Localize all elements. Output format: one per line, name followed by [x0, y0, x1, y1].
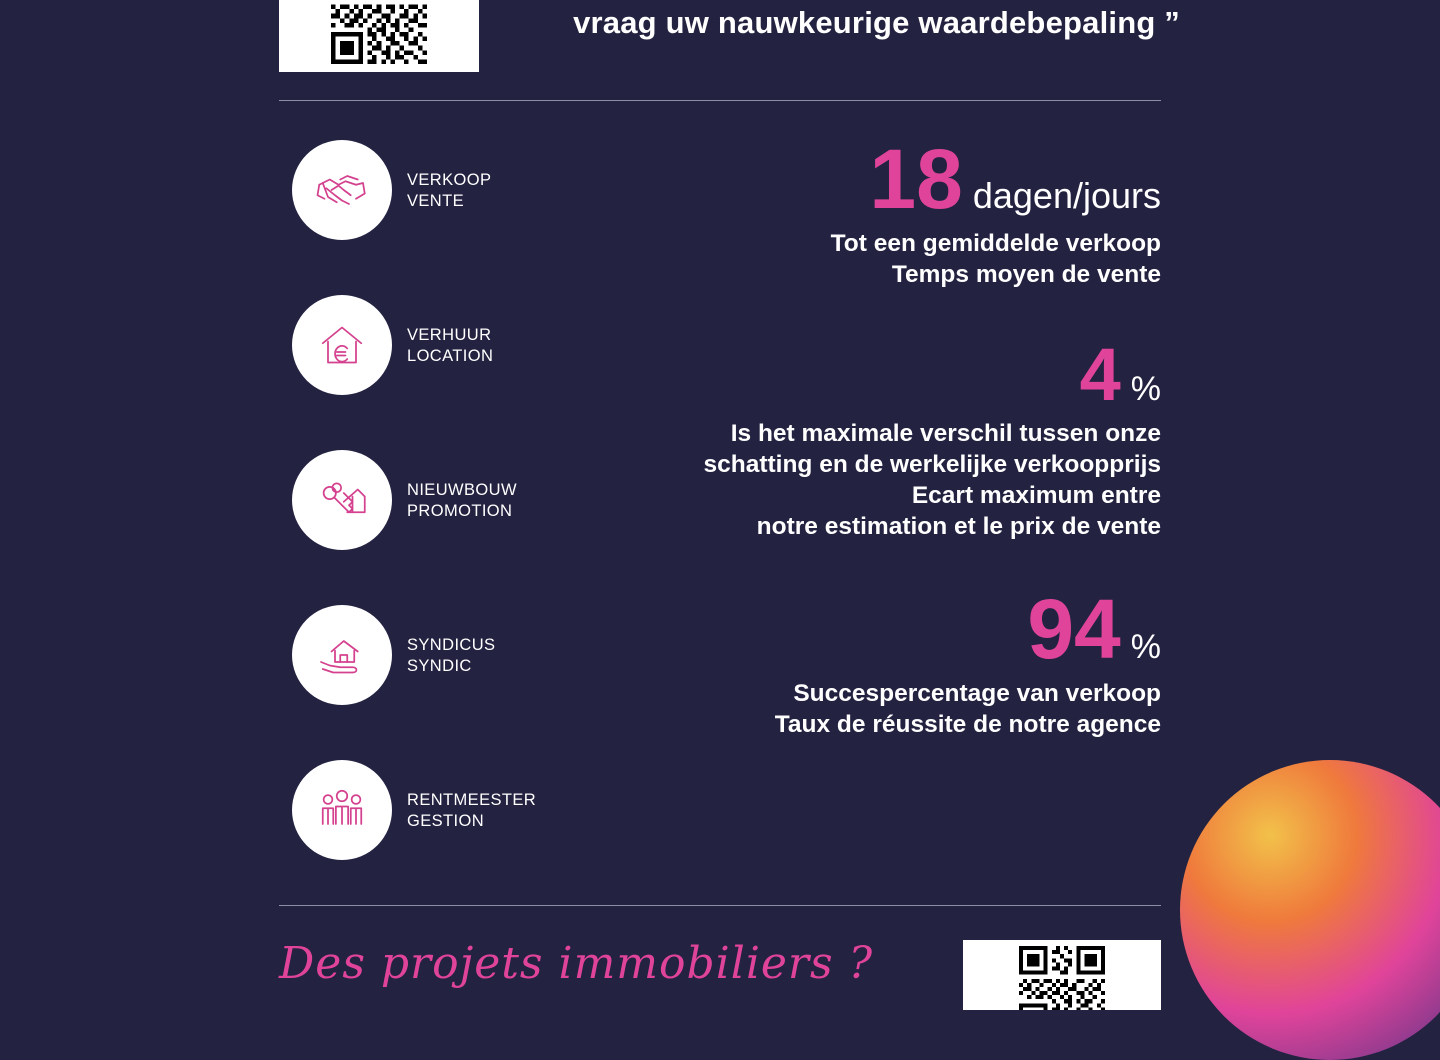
stat-description-nl: Tot een gemiddelde verkoop: [830, 229, 1161, 257]
stat-average-sale-days: [610, 132, 1161, 290]
house-euro-icon: [314, 317, 370, 373]
qr-code-top[interactable]: [279, 0, 479, 72]
service-item-nieuwbouw[interactable]: [279, 450, 599, 560]
service-labels: [407, 635, 495, 677]
hand-house-icon: [314, 627, 370, 683]
stat-description-fr-line1: Ecart maximum entre: [911, 482, 1161, 510]
people-group-icon: [314, 782, 370, 838]
divider-top: [279, 100, 1161, 101]
service-label-fr: SYNDIC: [407, 657, 472, 675]
service-label-nl: NIEUWBOUW: [407, 481, 517, 499]
service-labels: [407, 325, 493, 367]
service-labels: [407, 480, 517, 522]
stat-number: 18: [869, 132, 963, 226]
stat-unit: %: [1130, 369, 1161, 408]
service-label-nl: SYNDICUS: [407, 636, 496, 654]
service-label-fr: VENTE: [407, 192, 465, 210]
service-labels: [407, 790, 536, 832]
headline-text: vraag uw nauwkeurige waardebepaling ”: [573, 5, 1180, 40]
service-item-syndicus[interactable]: [279, 605, 599, 715]
stat-max-price-difference: [610, 332, 1161, 542]
stat-description-nl-line2: schatting en de werkelijke verkoopprijs: [703, 451, 1161, 479]
services-list: [279, 140, 599, 915]
keys-house-icon: [314, 472, 370, 528]
handshake-icon: [314, 162, 370, 218]
stat-figure: [610, 132, 1161, 226]
service-item-verkoop[interactable]: [279, 140, 599, 250]
service-item-rentmeester[interactable]: [279, 760, 599, 870]
service-icon-circle: [292, 295, 392, 395]
bottom-script-text: Des projets immobiliers ?: [279, 938, 874, 989]
service-icon-circle: [292, 760, 392, 860]
qr-code-bottom-image: [969, 946, 1155, 1010]
service-label-fr: GESTION: [407, 812, 485, 830]
stat-number: 94: [1027, 582, 1121, 677]
service-icon-circle: [292, 605, 392, 705]
service-labels: [407, 170, 491, 212]
stat-description-fr: Taux de réussite de notre agence: [774, 710, 1161, 738]
service-label-fr: PROMOTION: [407, 502, 513, 520]
stat-success-rate: [610, 582, 1161, 740]
divider-bottom: [279, 905, 1161, 906]
service-label-fr: LOCATION: [407, 347, 494, 365]
qr-code-top-image: [287, 0, 471, 64]
service-label-nl: RENTMEESTER: [407, 791, 537, 809]
stat-figure: [610, 582, 1161, 677]
stat-unit: dagen/jours: [972, 175, 1161, 216]
stat-description-fr: Temps moyen de vente: [891, 260, 1161, 288]
stat-description: [610, 418, 1161, 542]
service-label-nl: VERHUUR: [407, 326, 492, 344]
service-label-nl: VERKOOP: [407, 171, 492, 189]
stat-figure: [610, 332, 1161, 416]
gradient-circle-decoration: [1180, 760, 1440, 1060]
stat-unit: %: [1130, 628, 1161, 667]
stat-description: [610, 228, 1161, 290]
service-icon-circle: [292, 140, 392, 240]
stat-number: 4: [1079, 332, 1121, 416]
stat-description: [610, 678, 1161, 740]
service-item-verhuur[interactable]: [279, 295, 599, 405]
stat-description-fr-line2: notre estimation et le prix de vente: [756, 513, 1161, 541]
stat-description-nl: Succespercentage van verkoop: [793, 679, 1161, 707]
stats-column: [610, 132, 1161, 758]
service-icon-circle: [292, 450, 392, 550]
top-area: [0, 0, 1440, 100]
stat-description-nl-line1: Is het maximale verschil tussen onze: [730, 420, 1161, 448]
